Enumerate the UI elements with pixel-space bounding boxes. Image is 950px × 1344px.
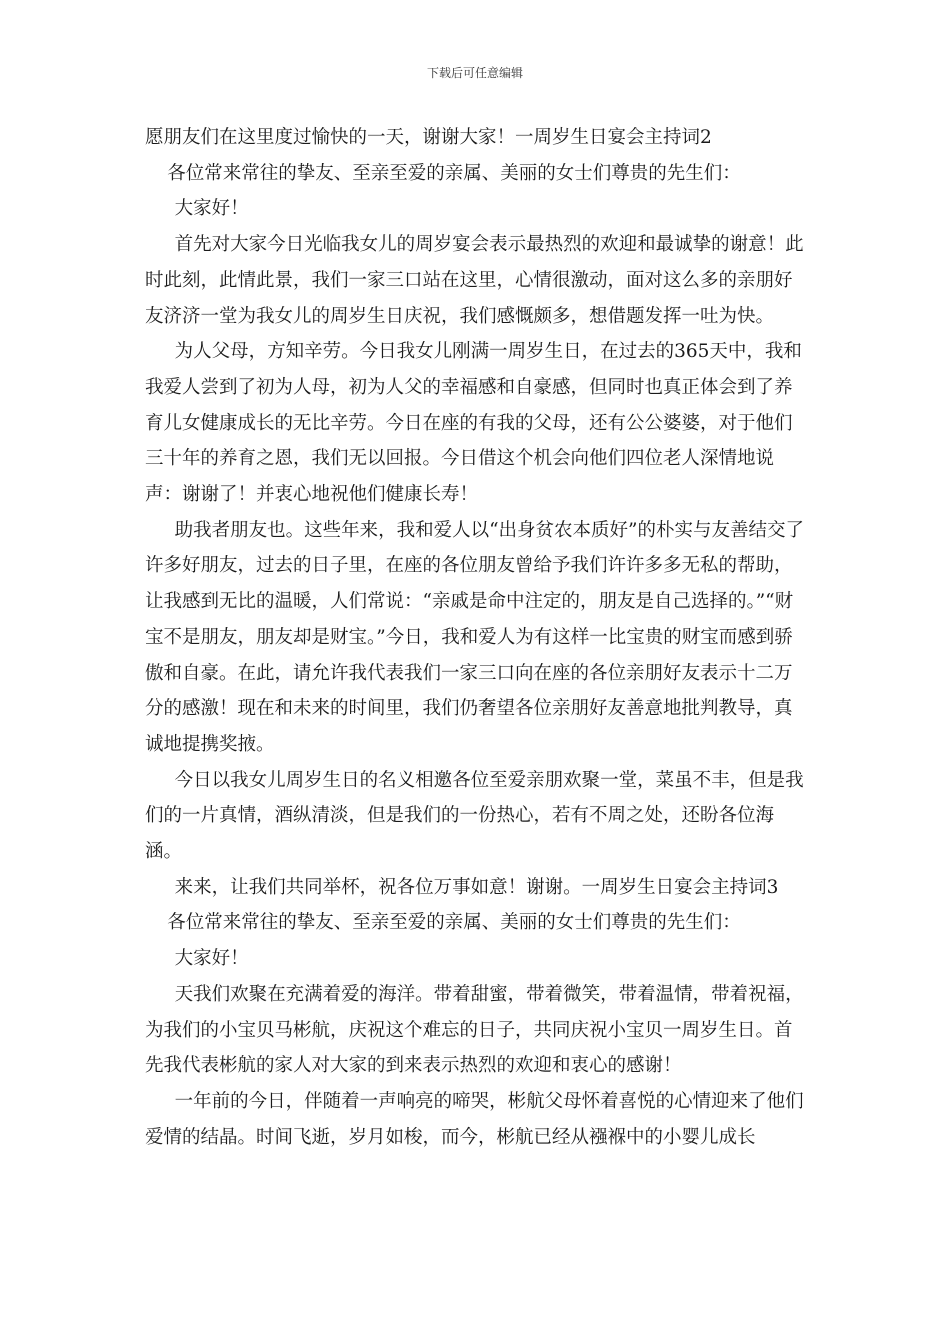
paragraph-2: 各位常来常往的挚友、至亲至爱的亲属、美丽的女士们尊贵的先生们：: [167, 162, 741, 184]
paragraph-7: 今日以我女儿周岁生日的名义相邀各位至爱亲朋欢聚一堂，菜虽不丰，但是我们的一片真情，酒纵清淡，但是我们的一份热心，若有不周之处，还盼各位海涵。: [145, 769, 804, 863]
paragraph-10: 大家好！: [174, 948, 249, 970]
paragraph-5: 为人父母，方知辛劳。今日我女儿刚满一周岁生日，在过去的365天中，我和我爱人尝到了初为人母，初为人父的幸福感和自豪感，但同时也真正体会到了养育儿女健康成长的无比辛劳。今日在座的有我的父母，还有公公婆婆，对于他们三十年的养育之恩，我们无以回报。今日借这个机会向他们四位老人深情地说声：谢谢了！并衷心地祝他们健康长寿！: [145, 341, 802, 506]
page-header: 下载后可任意编辑: [426, 66, 523, 80]
paragraph-6: 助我者朋友也。这些年来，我和爱人以“出身贫农本质好”的朴实与友善结交了许多好朋友，过去的日子里，在座的各位朋友曾给予我们许许多多无私的帮助，让我感到无比的温暖，人们常说：“亲戚是命中注定的，朋友是自己选择的。”“财宝不是朋友，朋友却是财宝。”今日，我和爱人为有这样一比宝贵的财宝而感到骄傲和自豪。在此，请允许我代表我们一家三口向在座的各位亲朋好友表示十二万分的感激！现在和未来的时间里，我们仍奢望各位亲朋好友善意地批判教导，真诚地提携奖掖。: [145, 519, 805, 755]
paragraph-11: 天我们欢聚在充满着爱的海洋。带着甜蜜，带着微笑，带着温情，带着祝福，为我们的小宝贝马彬航，庆祝这个难忘的日子，共同庆祝小宝贝一周岁生日。首先我代表彬航的家人对大家的到来表示热烈的欢迎和衷心的感谢！: [145, 983, 804, 1077]
paragraph-8: 来来，让我们共同举杯，祝各位万事如意！谢谢。一周岁生日宴会主持词3: [174, 876, 779, 898]
paragraph-9: 各位常来常往的挚友、至亲至爱的亲属、美丽的女士们尊贵的先生们：: [167, 912, 741, 934]
paragraph-3: 大家好！: [174, 198, 249, 220]
paragraph-12: 一年前的今日，伴随着一声响亮的啼哭，彬航父母怀着喜悦的心情迎来了他们爱情的结晶。时间飞逝，岁月如梭，而今，彬航已经从襁褓中的小婴儿成长: [145, 1090, 804, 1148]
paragraph-4: 首先对大家今日光临我女儿的周岁宴会表示最热烈的欢迎和最诚挚的谢意！此时此刻，此情此景，我们一家三口站在这里，心情很激动，面对这么多的亲朋好友济济一堂为我女儿的周岁生日庆祝，我们感慨颇多，想借题发挥一吐为快。: [145, 234, 804, 327]
document-body: [145, 120, 810, 1155]
paragraph-1: 愿朋友们在这里度过愉快的一天，谢谢大家！一周岁生日宴会主持词2: [145, 127, 712, 148]
